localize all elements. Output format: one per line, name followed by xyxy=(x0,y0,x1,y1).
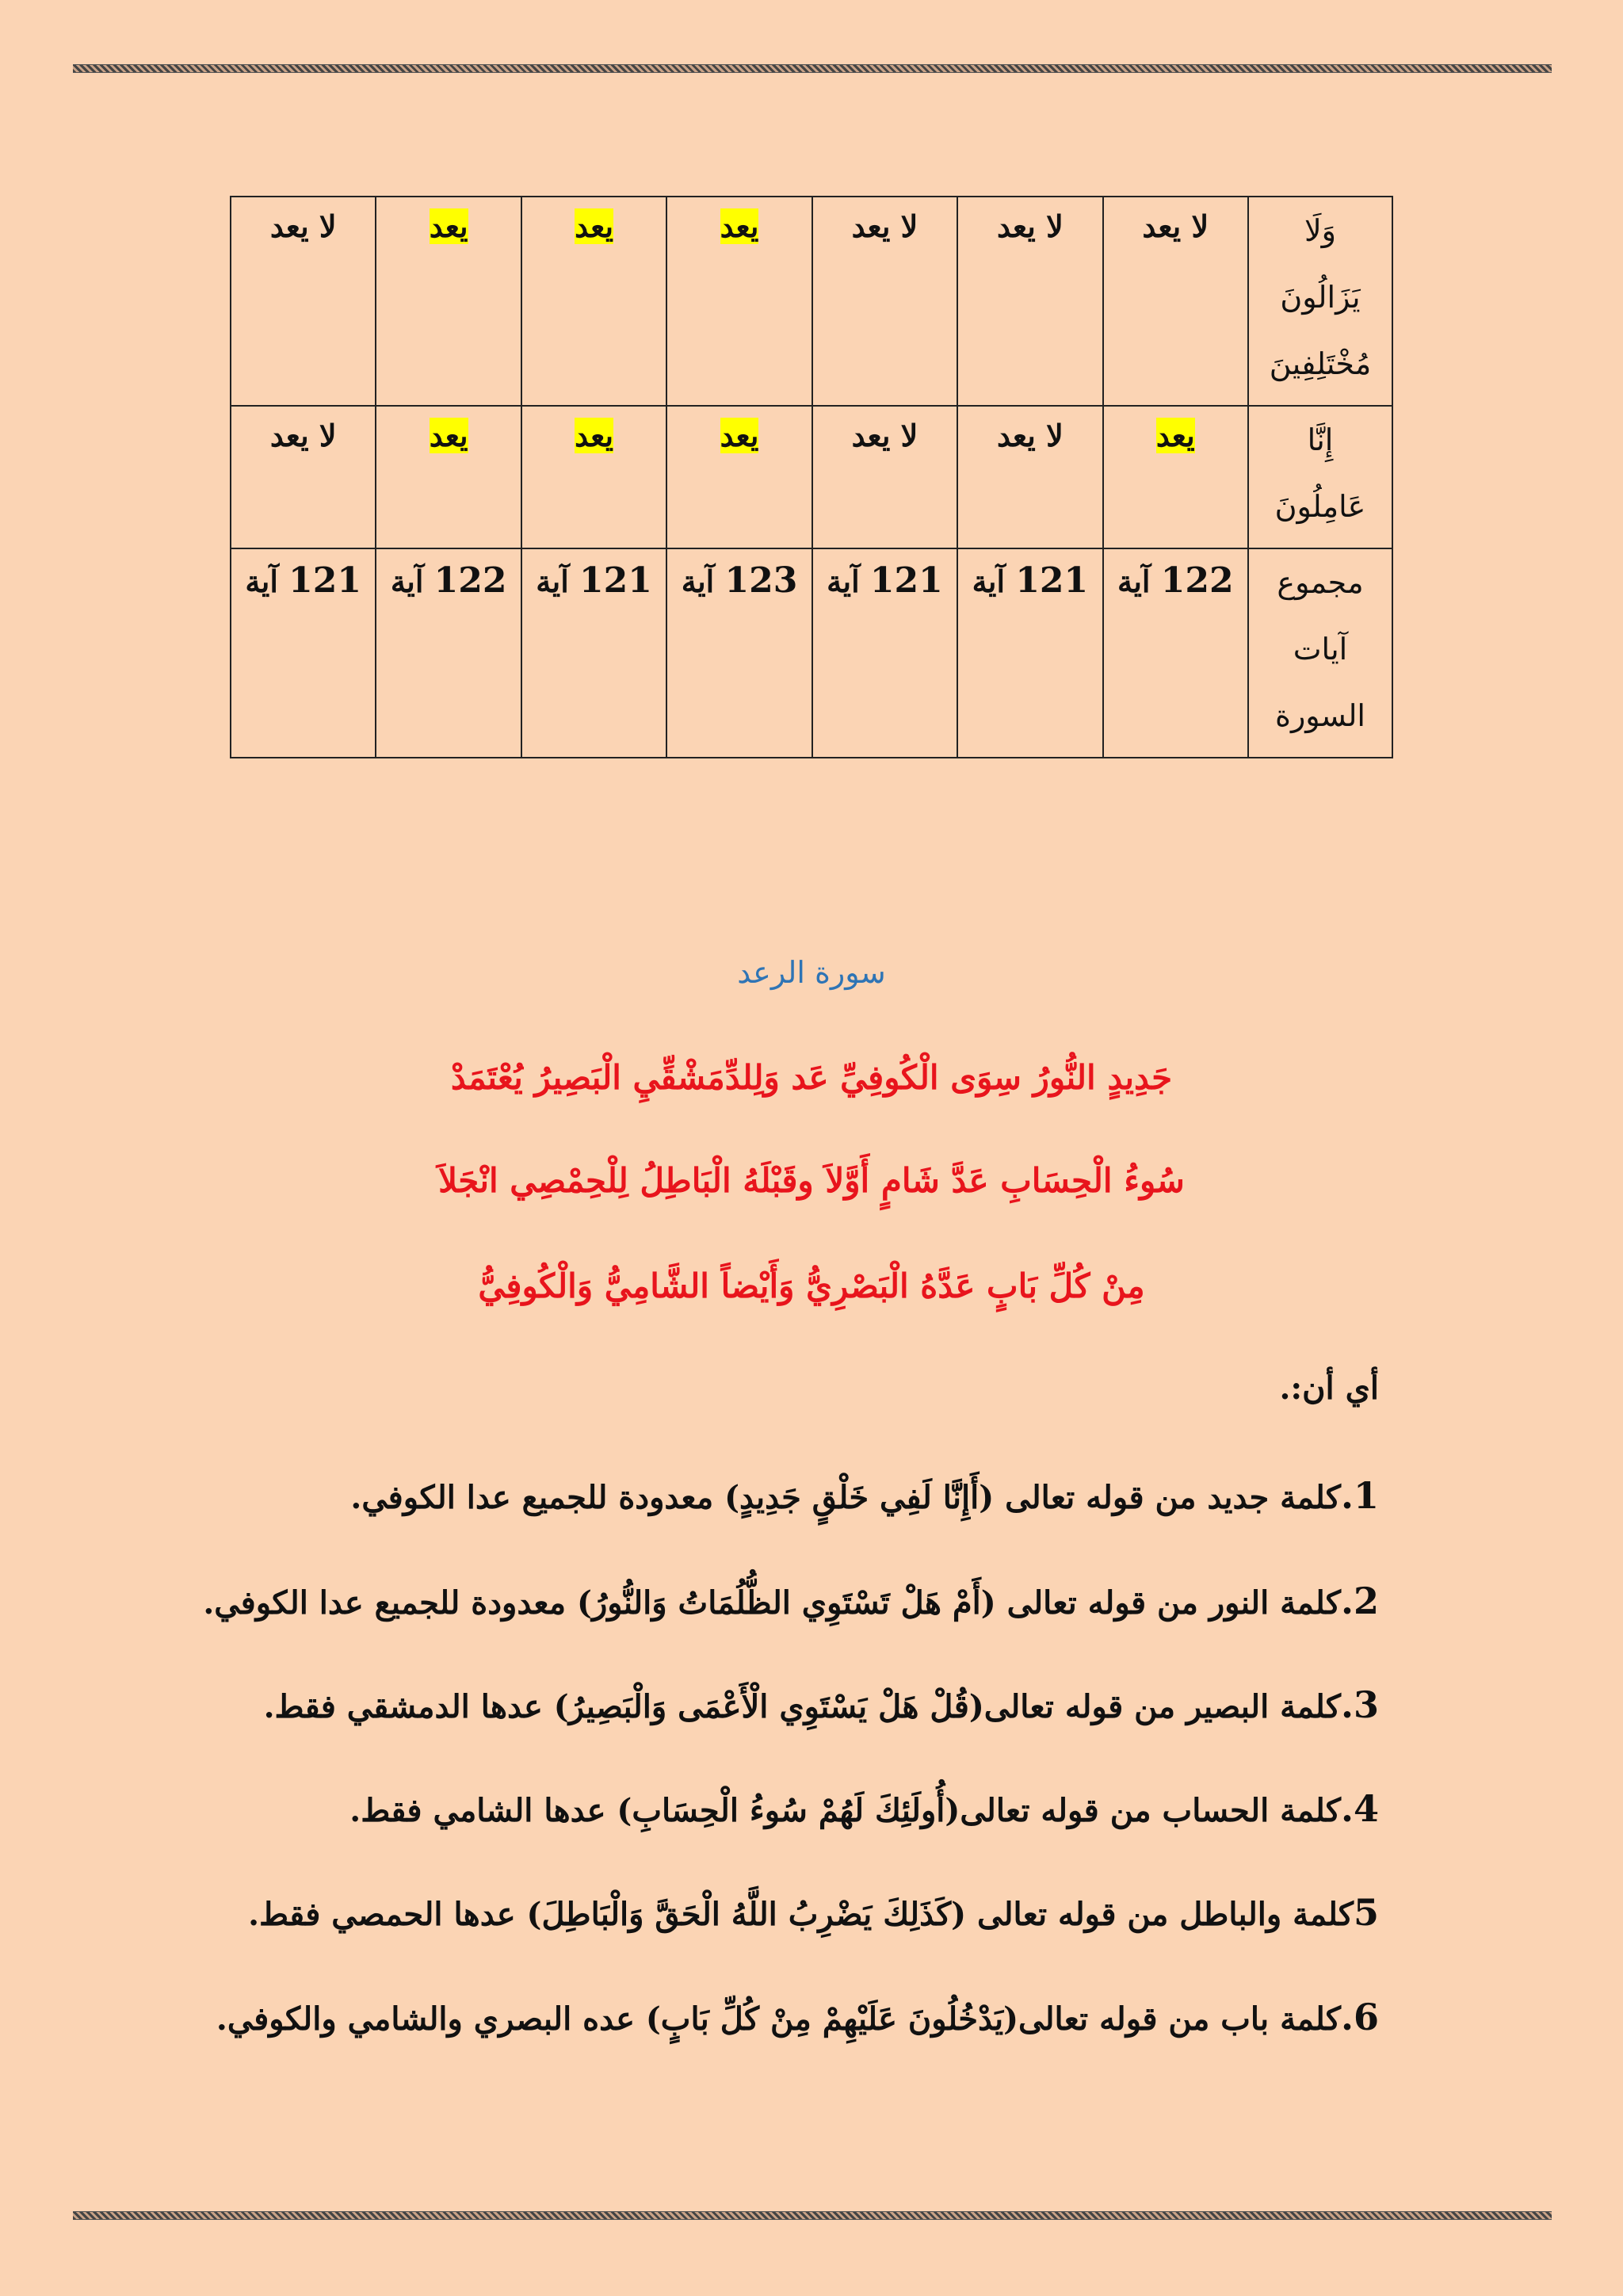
explanation-item: 1.كلمة جديد من قوله تعالى (أَإِنَّا لَفِي خَلْقٍ جَدِيدٍ) معدودة للجميع عدا الكوفي. xyxy=(350,1474,1379,1517)
highlighted-count-mark: يعد xyxy=(575,418,614,453)
explanation-intro: أي أن:. xyxy=(1279,1370,1379,1407)
verse-count-table xyxy=(230,196,1393,758)
table-cell: لا يعد xyxy=(957,406,1102,548)
verse-total-cell: 121 آية xyxy=(812,548,957,758)
highlighted-count-mark: يعد xyxy=(720,418,759,453)
table-cell: لا يعد xyxy=(231,197,376,406)
highlighted-count-mark: يعد xyxy=(1155,418,1195,453)
verse-total-cell: 121 آية xyxy=(521,548,666,758)
explanation-item: 2.كلمة النور من قوله تعالى (أَمْ هَلْ تَسْتَوِي الظُّلُمَاتُ وَالنُّورُ) معدودة للجميع عدا الكوفي. xyxy=(203,1580,1379,1622)
explanation-item: 5كلمة والباطل من قوله تعالى (كَذَلِكَ يَضْرِبُ اللَّهُ الْحَقَّ وَالْبَاطِلَ) عدها الحمصي فقط. xyxy=(248,1891,1379,1934)
highlighted-count-mark: يعد xyxy=(575,208,614,244)
highlighted-count-mark: يعد xyxy=(429,418,468,453)
verse-total-cell: 122 آية xyxy=(376,548,521,758)
bottom-divider xyxy=(73,2211,1552,2220)
row-label: مجموع آيات السورة xyxy=(1248,548,1392,758)
table-cell xyxy=(1103,406,1248,548)
top-divider xyxy=(73,64,1552,73)
table-cell xyxy=(521,406,666,548)
table-row xyxy=(231,197,1392,406)
surah-title: سورة الرعد xyxy=(737,955,886,990)
poem-verse: جَدِيدٍ النُّورُ سِوَى الْكُوفِيِّ عَد وَلِلدِّمَشْقِّيِ الْبَصِيرُ يُعْتَمَدْ xyxy=(450,1058,1173,1097)
explanation-item: 4.كلمة الحساب من قوله تعالى(أُولَئِكَ لَهُمْ سُوءُ الْحِسَابِ) عدها الشامي فقط. xyxy=(349,1787,1379,1830)
verse-total-cell: 123 آية xyxy=(666,548,812,758)
table-cell xyxy=(376,197,521,406)
poem-verse: سُوءُ الْحِسَابِ عَدَّ شَامٍ أَوَّلاَ وقَبْلَهُ الْبَاطِلُ لِلْحِمْصِي انْجَلاَ xyxy=(438,1161,1185,1200)
verse-total-cell: 121 آية xyxy=(957,548,1102,758)
verse-total-cell: 121 آية xyxy=(231,548,376,758)
table-cell xyxy=(521,197,666,406)
row-label: وَلَا يَزَالُونَ مُخْتَلِفِينَ xyxy=(1248,197,1392,406)
verse-total-cell: 122 آية xyxy=(1103,548,1248,758)
table-cell: لا يعد xyxy=(231,406,376,548)
row-label: إِنَّا عَامِلُونَ xyxy=(1248,406,1392,548)
table-cell xyxy=(666,406,812,548)
table-cell xyxy=(666,197,812,406)
table-cell: لا يعد xyxy=(812,197,957,406)
table-cell: لا يعد xyxy=(1103,197,1248,406)
explanation-item: 3.كلمة البصير من قوله تعالى(قُلْ هَلْ يَسْتَوِي الْأَعْمَى وَالْبَصِيرُ) عدها الدمشقي فقط. xyxy=(263,1683,1379,1726)
table-row xyxy=(231,548,1392,758)
poem-verse: مِنْ كُلِّ بَابٍ عَدَّهُ الْبَصْرِيُّ وَأَيْضاً الشَّامِيُّ وَالْكُوفِيُّ xyxy=(478,1266,1145,1305)
table-cell: لا يعد xyxy=(812,406,957,548)
explanation-item: 6.كلمة باب من قوله تعالى(يَدْخُلُونَ عَلَيْهِمْ مِنْ كُلِّ بَابٍ) عده البصري والشامي والكوفي. xyxy=(216,1996,1379,2038)
table-cell xyxy=(376,406,521,548)
table-cell: لا يعد xyxy=(957,197,1102,406)
table-row xyxy=(231,406,1392,548)
highlighted-count-mark: يعد xyxy=(429,208,468,244)
highlighted-count-mark: يعد xyxy=(720,208,759,244)
